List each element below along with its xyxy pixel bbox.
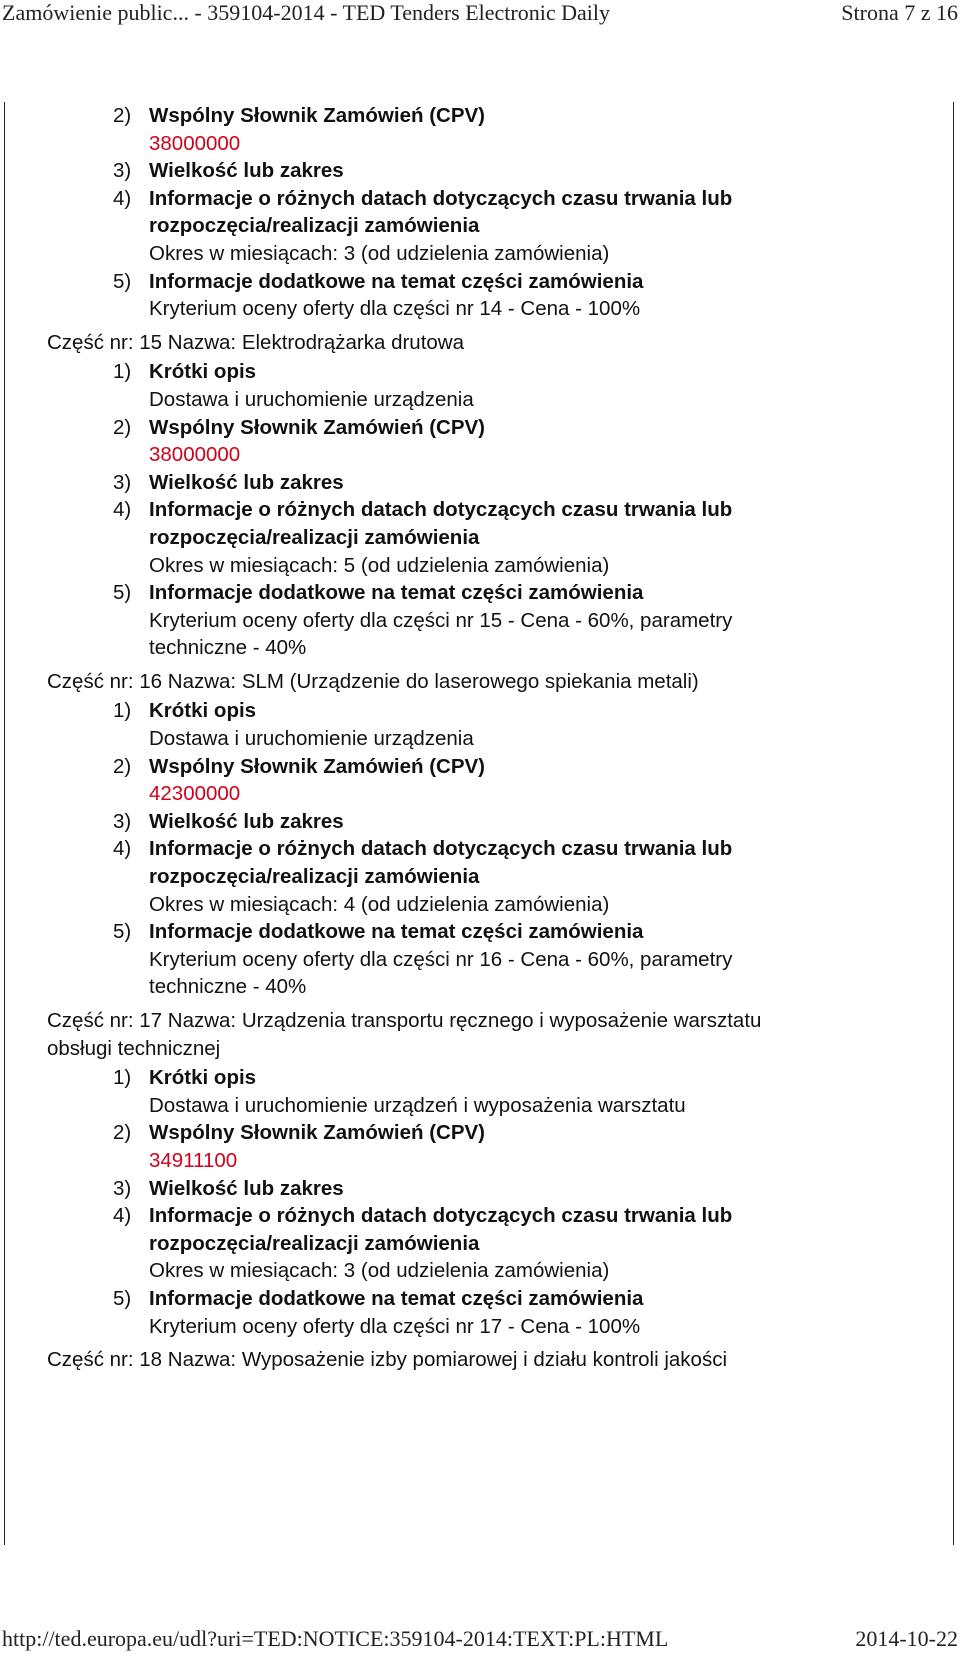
part-heading: Część nr: 15 Nazwa: Elektrodrążarka drutowa [47, 330, 465, 354]
item-label: Informacje o różnych datach dotyczących czasu trwania lub [149, 186, 733, 210]
list-item: 1) Krótki opis Dostawa i uruchomienie urządzenia [47, 358, 927, 413]
item-label: Wspólny Słownik Zamówień (CPV) [149, 1121, 485, 1145]
list-item: 4) Informacje o różnych datach dotyczących czasu trwania lub rozpoczęcia/realizacji zamówienia Okres w miesiącach: 3 (od udzielenia zamówienia) [47, 185, 927, 268]
cpv-code: 38000000 [149, 131, 241, 155]
document-body [47, 102, 927, 1376]
item-label: Krótki opis [149, 699, 257, 723]
item-value: techniczne - 40% [149, 975, 307, 999]
list-item: 1) Krótki opis Dostawa i uruchomienie urządzeń i wyposażenia warsztatu [47, 1064, 927, 1119]
item-label: Krótki opis [149, 360, 257, 384]
item-label: rozpoczęcia/realizacji zamówienia [149, 865, 480, 889]
item-value: Okres w miesiącach: 3 (od udzielenia zamówienia) [149, 1259, 610, 1283]
item-label: Informacje o różnych datach dotyczących czasu trwania lub [149, 498, 733, 522]
list-item: 4) Informacje o różnych datach dotyczących czasu trwania lub rozpoczęcia/realizacji zamówienia Okres w miesiącach: 4 (od udzielenia zamówienia) [47, 835, 927, 918]
item-value: techniczne - 40% [149, 636, 307, 660]
part-15 [47, 358, 927, 662]
part-heading: Część nr: 17 Nazwa: Urządzenia transportu ręcznego i wyposażenie warsztatu obsługi technicznej [47, 1009, 762, 1060]
list-item: 2) Wspólny Słownik Zamówień (CPV) 42300000 [47, 753, 927, 808]
item-value: Dostawa i uruchomienie urządzenia [149, 387, 474, 411]
part-heading: Część nr: 16 Nazwa: SLM (Urządzenie do laserowego spiekania metali) [47, 669, 699, 693]
item-label: rozpoczęcia/realizacji zamówienia [149, 214, 480, 238]
cpv-code: 42300000 [149, 782, 241, 806]
item-label: Informacje dodatkowe na temat części zamówienia [149, 1286, 644, 1310]
item-label: Wielkość lub zakres [149, 809, 344, 833]
item-label: Informacje dodatkowe na temat części zamówienia [149, 269, 644, 293]
item-value: Kryterium oceny oferty dla części nr 16 - Cena - 60%, parametry [149, 947, 733, 971]
item-value: Kryterium oceny oferty dla części nr 14 - Cena - 100% [149, 297, 641, 321]
list-item: 5) Informacje dodatkowe na temat części zamówienia Kryterium oceny oferty dla części nr 17 - Cena - 100% [47, 1285, 927, 1340]
item-label: Wielkość lub zakres [149, 159, 344, 183]
list-item: 3) Wielkość lub zakres [47, 1175, 927, 1203]
list-item: 3) Wielkość lub zakres [47, 157, 927, 185]
item-value: Kryterium oceny oferty dla części nr 15 - Cena - 60%, parametry [149, 608, 733, 632]
part-16 [47, 697, 927, 1001]
item-label: Wielkość lub zakres [149, 470, 344, 494]
item-value: Okres w miesiącach: 5 (od udzielenia zamówienia) [149, 553, 610, 577]
item-label: Informacje o różnych datach dotyczących czasu trwania lub [149, 1204, 733, 1228]
print-date: 2014-10-22 [855, 1626, 958, 1651]
item-label: Wspólny Słownik Zamówień (CPV) [149, 104, 485, 127]
item-value: Dostawa i uruchomienie urządzeń i wyposażenia warsztatu [149, 1093, 686, 1117]
list-item: 3) Wielkość lub zakres [47, 469, 927, 497]
item-label: Informacje dodatkowe na temat części zamówienia [149, 581, 644, 605]
item-value: Okres w miesiącach: 4 (od udzielenia zamówienia) [149, 892, 610, 916]
list-item: 2) Wspólny Słownik Zamówień (CPV) 38000000 [47, 102, 927, 157]
item-label: Wspólny Słownik Zamówień (CPV) [149, 754, 485, 778]
item-label: rozpoczęcia/realizacji zamówienia [149, 1231, 480, 1255]
list-item: 5) Informacje dodatkowe na temat części zamówienia Kryterium oceny oferty dla części nr 15 - Cena - 60%, parametry techniczne - 40% [47, 579, 927, 662]
list-item: 2) Wspólny Słownik Zamówień (CPV) 38000000 [47, 414, 927, 469]
item-label: Wielkość lub zakres [149, 1176, 344, 1200]
part-heading: Część nr: 18 Nazwa: Wyposażenie izby pomiarowej i działu kontroli jakości [47, 1348, 728, 1372]
item-label: Informacje o różnych datach dotyczących czasu trwania lub [149, 837, 733, 861]
list-item: 4) Informacje o różnych datach dotyczących czasu trwania lub rozpoczęcia/realizacji zamówienia Okres w miesiącach: 3 (od udzielenia zamówienia) [47, 1202, 927, 1285]
print-footer [0, 1622, 960, 1654]
list-item: 5) Informacje dodatkowe na temat części zamówienia Kryterium oceny oferty dla części nr 16 - Cena - 60%, parametry techniczne - 40% [47, 918, 927, 1001]
part-17 [47, 1064, 927, 1340]
item-label: rozpoczęcia/realizacji zamówienia [149, 525, 480, 549]
item-value: Okres w miesiącach: 3 (od udzielenia zamówienia) [149, 241, 610, 265]
item-label: Krótki opis [149, 1066, 257, 1090]
item-label: Wspólny Słownik Zamówień (CPV) [149, 415, 485, 439]
item-value: Dostawa i uruchomienie urządzenia [149, 727, 474, 751]
part-14-continuation [47, 102, 927, 323]
item-label: Informacje dodatkowe na temat części zamówienia [149, 920, 644, 944]
print-header [0, 0, 960, 30]
cpv-code: 34911100 [149, 1148, 238, 1172]
list-item: 4) Informacje o różnych datach dotyczących czasu trwania lub rozpoczęcia/realizacji zamówienia Okres w miesiącach: 5 (od udzielenia zamówienia) [47, 496, 927, 579]
list-item: 5) Informacje dodatkowe na temat części zamówienia Kryterium oceny oferty dla części nr 14 - Cena - 100% [47, 268, 927, 323]
cpv-code: 38000000 [149, 443, 241, 467]
source-url: http://ted.europa.eu/udl?uri=TED:NOTICE:359104-2014:TEXT:PL:HTML [2, 1626, 669, 1651]
list-item: 3) Wielkość lub zakres [47, 808, 927, 836]
list-item: 1) Krótki opis Dostawa i uruchomienie urządzenia [47, 697, 927, 752]
document-title: Zamówienie public... - 359104-2014 - TED Tenders Electronic Daily [2, 0, 610, 25]
item-value: Kryterium oceny oferty dla części nr 17 - Cena - 100% [149, 1314, 641, 1338]
list-item: 2) Wspólny Słownik Zamówień (CPV) 34911100 [47, 1119, 927, 1174]
page-indicator: Strona 7 z 16 [841, 0, 958, 25]
